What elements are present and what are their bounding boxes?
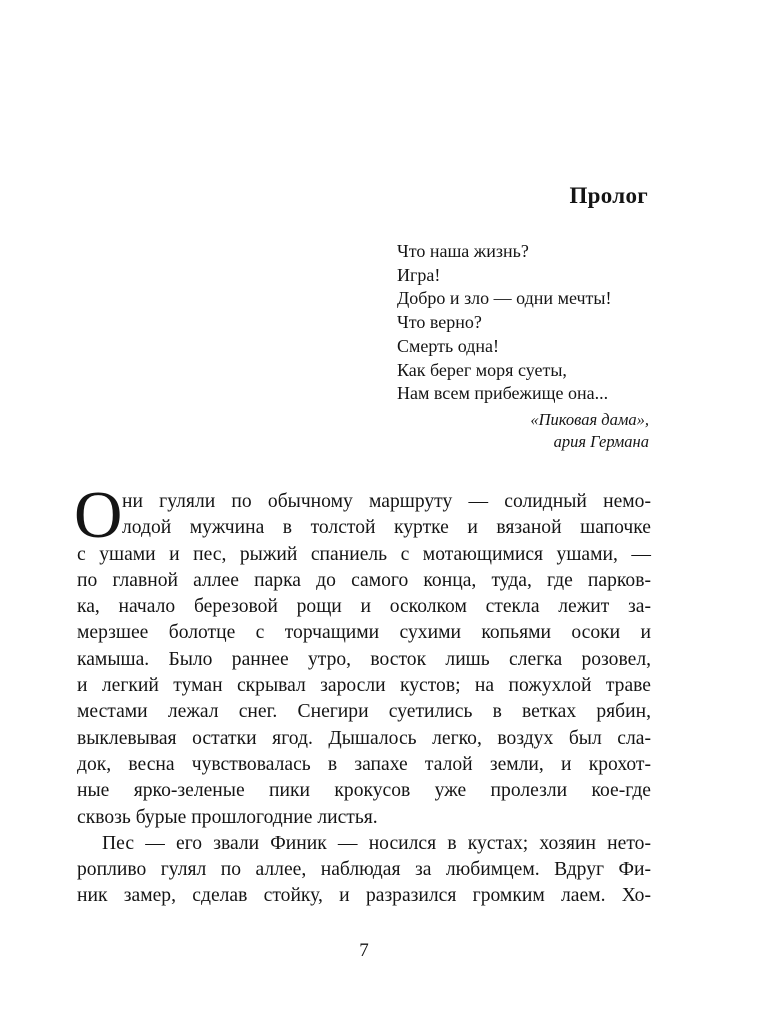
text-line: сквозь бурые прошлогодние листья. bbox=[77, 806, 378, 828]
epigraph bbox=[397, 240, 657, 406]
drop-cap: О bbox=[74, 478, 123, 552]
text-line: лодой мужчина в толстой куртке и вязаной шапочке bbox=[122, 517, 651, 539]
paragraph-1 bbox=[74, 478, 651, 831]
text-line: ник замер, сделав стойку, и разразился громким лаем. Хо- bbox=[77, 885, 651, 907]
epigraph-source-line: ария Германа bbox=[553, 432, 649, 451]
epigraph-line: Что наша жизнь? bbox=[397, 241, 529, 261]
epigraph-line: Что верно? bbox=[397, 312, 482, 333]
epigraph-line: Нам всем прибежище она... bbox=[397, 383, 609, 404]
text-line: мерзшее болотце с торчащими сухими копьями осоки и bbox=[77, 622, 651, 644]
epigraph-source-line: «Пиковая дама», bbox=[530, 410, 649, 429]
epigraph-line: Игра! bbox=[397, 264, 441, 285]
epigraph-line: Смерть одна! bbox=[397, 335, 499, 356]
page-number: 7 bbox=[359, 940, 369, 961]
text-line: местами лежал снег. Снегири суетились в ветках рябин, bbox=[77, 701, 651, 723]
epigraph-source bbox=[530, 409, 649, 453]
chapter-title: Пролог bbox=[569, 183, 648, 208]
text-line: ные ярко-зеленые пики крокусов уже пролезли кое-где bbox=[77, 780, 651, 802]
text-line: ка, начало березовой рощи и осколком стекла лежит за- bbox=[77, 596, 651, 618]
text-line: по главной аллее парка до самого конца, туда, где парков- bbox=[77, 569, 651, 591]
text-line: и легкий туман скрывал заросли кустов; на пожухлой траве bbox=[77, 675, 651, 697]
text-line: ропливо гулял по аллее, наблюдая за любимцем. Вдруг Фи- bbox=[77, 859, 651, 881]
text-line: выклевывая остатки ягод. Дышалось легко, воздух был сла- bbox=[77, 727, 651, 749]
paragraph-2 bbox=[77, 831, 651, 910]
text-line: с ушами и пес, рыжий спаниель с мотающимися ушами, — bbox=[77, 543, 651, 565]
body-text bbox=[74, 478, 651, 910]
text-line: ни гуляли по обычному маршруту — солидный немо- bbox=[122, 491, 651, 512]
epigraph-line: Как берег моря суеты, bbox=[397, 359, 567, 380]
epigraph-line: Добро и зло — одни мечты! bbox=[397, 288, 612, 309]
text-line: док, весна чувствовалась в запахе талой земли, и крохот- bbox=[77, 753, 651, 775]
text-line: Пес — его звали Финик — носился в кустах; хозяин нето- bbox=[102, 832, 651, 854]
text-line: камыша. Было раннее утро, восток лишь слегка розовел, bbox=[77, 648, 651, 670]
